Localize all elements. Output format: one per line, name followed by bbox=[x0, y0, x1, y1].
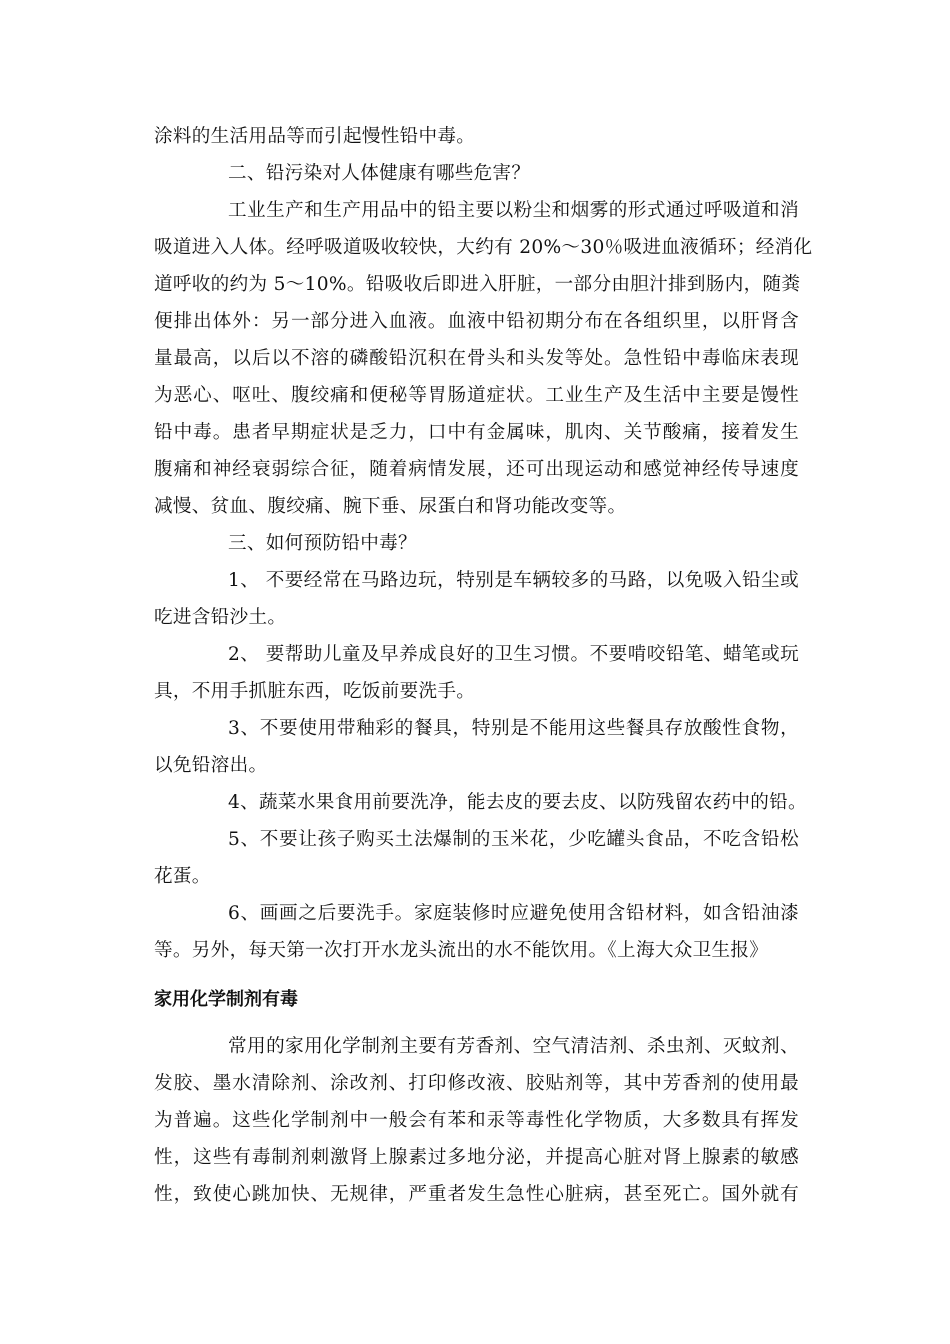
text-line: 为普遍。这些化学制剂中一般会有苯和汞等毒性化学物质，大多数具有挥发 bbox=[154, 1110, 799, 1131]
document-body bbox=[154, 118, 813, 1213]
text-line: 铅中毒。患者早期症状是乏力，口中有金属味，肌肉、关节酸痛，接着发生 bbox=[154, 422, 799, 443]
list-item-2: 2、 要帮助儿童及早养成良好的卫生习惯。不要啃咬铅笔、蜡笔或玩 bbox=[228, 644, 799, 665]
list-item-4: 4、蔬菜水果食用前要洗净，能去皮的要去皮、以防残留农药中的铅。 bbox=[228, 792, 807, 813]
text-line: 涂料的生活用品等而引起慢性铅中毒。 bbox=[154, 126, 476, 147]
text-line: 性，这些有毒制剂刺激肾上腺素过多地分泌，并提高心脏对肾上腺素的敏感 bbox=[154, 1147, 799, 1168]
list-item-1: 1、 不要经常在马路边玩，特别是车辆较多的马路，以免吸入铅尘或 bbox=[228, 570, 799, 591]
text-line: 吸道进入人体。经呼吸道吸收较快，大约有 20%～30％吸进血液循环；经消化 bbox=[154, 237, 813, 258]
text-line: 常用的家用化学制剂主要有芳香剂、空气清洁剂、杀虫剂、灭蚊剂、 bbox=[228, 1036, 799, 1057]
list-item-5-cont: 花蛋。 bbox=[154, 866, 211, 887]
text-line: 便排出体外：另一部分进入血液。血液中铅初期分布在各组织里，以肝肾含 bbox=[154, 311, 799, 332]
section-title-prevention: 三、如何预防铅中毒？ bbox=[228, 533, 417, 554]
text-line: 腹痛和神经衰弱综合征，随着病情发展，还可出现运动和感觉神经传导速度 bbox=[154, 459, 799, 480]
section-heading-household-chemicals: 家用化学制剂有毒 bbox=[154, 989, 298, 1010]
list-item-6: 6、画画之后要洗手。家庭装修时应避免使用含铅材料，如含铅油漆 bbox=[228, 903, 799, 924]
text-line: 发胶、墨水清除剂、涂改剂、打印修改液、胶贴剂等，其中芳香剂的使用最 bbox=[154, 1073, 799, 1094]
list-item-3-cont: 以免铅溶出。 bbox=[154, 755, 268, 776]
list-item-5: 5、不要让孩子购买土法爆制的玉米花，少吃罐头食品，不吃含铅松 bbox=[228, 829, 799, 850]
text-line: 道呼收的约为 5～10%。铅吸收后即进入肝脏，一部分由胆汁排到肠内，随粪 bbox=[154, 274, 801, 295]
list-item-1-cont: 吃进含铅沙土。 bbox=[154, 607, 287, 628]
text-line: 减慢、贫血、腹绞痛、腕下垂、尿蛋白和肾功能改变等。 bbox=[154, 496, 627, 517]
text-line: 量最高，以后以不溶的磷酸铅沉积在骨头和头发等处。急性铅中毒临床表现 bbox=[154, 348, 799, 369]
section-title-harm: 二、铅污染对人体健康有哪些危害？ bbox=[228, 163, 531, 184]
text-line: 性，致使心跳加快、无规律，严重者发生急性心脏病，甚至死亡。国外就有 bbox=[154, 1184, 799, 1205]
text-line: 为恶心、呕吐、腹绞痛和便秘等胃肠道症状。工业生产及生活中主要是馒性 bbox=[154, 385, 799, 406]
text-line: 工业生产和生产用品中的铅主要以粉尘和烟雾的形式通过呼吸道和消 bbox=[228, 200, 799, 221]
list-item-6-cont: 等。另外，每天第一次打开水龙头流出的水不能饮用。《上海大众卫生报》 bbox=[154, 940, 769, 961]
list-item-2-cont: 具，不用手抓脏东西，吃饭前要洗手。 bbox=[154, 681, 476, 702]
list-item-3: 3、不要使用带釉彩的餐具，特别是不能用这些餐具存放酸性食物， bbox=[228, 718, 799, 739]
